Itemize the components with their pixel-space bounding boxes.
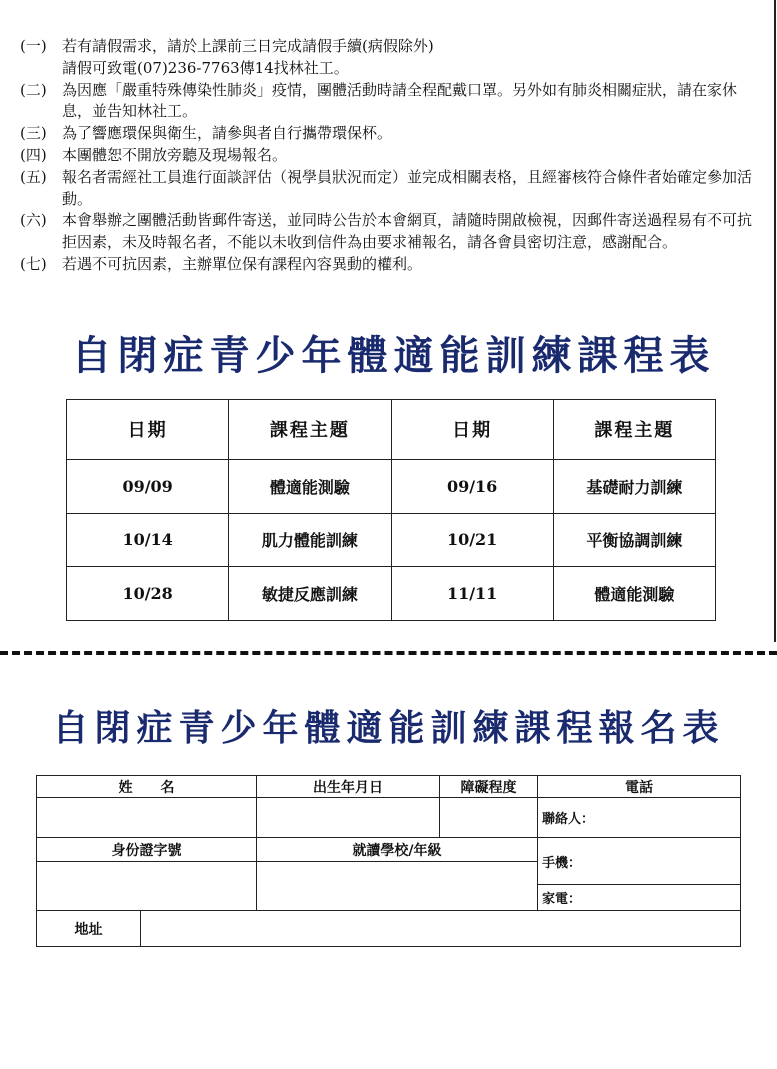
- header-date: 日期: [391, 400, 553, 460]
- table-row: [67, 567, 716, 621]
- header-topic: 課程主題: [229, 400, 391, 460]
- disability-field[interactable]: [440, 798, 538, 838]
- topic-cell: 基礎耐力訓練: [553, 459, 715, 513]
- table-row: [67, 459, 716, 513]
- form-title: 自閉症青少年體適能訓練課程報名表: [52, 707, 725, 749]
- disability-label: 障礙程度: [440, 776, 538, 798]
- address-label: 地址: [37, 911, 141, 947]
- note-item: [20, 36, 760, 80]
- school-label: 就讀學校/年級: [257, 838, 538, 862]
- birth-label: 出生年月日: [257, 776, 440, 798]
- note-number: (六): [20, 211, 47, 230]
- table-row: [67, 513, 716, 567]
- birth-field[interactable]: [257, 798, 440, 838]
- note-text: 若遇不可抗因素，主辦單位保有課程內容異動的權利。: [62, 254, 423, 273]
- schedule-title: 自閉症青少年體適能訓練課程表: [71, 332, 716, 379]
- address-row: [37, 911, 741, 947]
- note-text: 為了響應環保與衛生，請參與者自行攜帶環保杯。: [62, 124, 393, 143]
- form-input-row: [37, 798, 741, 838]
- topic-cell: 平衡協調訓練: [553, 513, 715, 567]
- topic-cell: 敏捷反應訓練: [229, 567, 391, 621]
- mobile-field[interactable]: 手機：: [538, 838, 741, 885]
- id-field[interactable]: [37, 862, 257, 911]
- note-text: 報名者需經社工員進行面談評估（視學員狀況而定）並完成相關表格，且經審核符合條件者始確定參加活動。: [62, 167, 753, 208]
- note-text: 若有請假需求，請於上課前三日完成請假手續(病假除外) 請假可致電(07)236-7763傳14找林社工。: [62, 37, 434, 77]
- date-cell: 09/16: [391, 459, 553, 513]
- cut-line: [0, 651, 777, 655]
- schedule-table: [66, 399, 716, 621]
- table-header-row: [67, 400, 716, 460]
- date-cell: 11/11: [391, 567, 553, 621]
- note-item: [20, 80, 760, 124]
- registration-form: [36, 775, 741, 947]
- id-label: 身份證字號: [37, 838, 257, 862]
- note-item: [20, 123, 760, 145]
- note-item: [20, 145, 760, 167]
- date-cell: 09/09: [67, 459, 229, 513]
- note-number: (七): [20, 254, 47, 273]
- header-topic: 課程主題: [553, 400, 715, 460]
- note-text: 本會舉辦之團體活動皆郵件寄送，並同時公告於本會網頁，請隨時開啟檢視，因郵件寄送過程易有不可抗拒因素，未及時報名者，不能以未收到信件為由要求補報名，請各會員密切注意，感謝配合。: [62, 211, 753, 252]
- note-item: [20, 254, 760, 276]
- page-border: [774, 0, 776, 642]
- note-item: [20, 167, 760, 211]
- contact-field[interactable]: 聯絡人：: [538, 798, 741, 838]
- note-number: (一): [20, 37, 47, 55]
- date-cell: 10/14: [67, 513, 229, 567]
- name-field[interactable]: [37, 798, 257, 838]
- note-number: (二): [20, 80, 47, 99]
- note-text: 本團體恕不開放旁聽及現場報名。: [62, 145, 288, 164]
- topic-cell: 體適能測驗: [553, 567, 715, 621]
- school-field[interactable]: [257, 862, 538, 911]
- notes-list: [20, 36, 760, 276]
- home-phone-field[interactable]: 家電：: [538, 885, 741, 911]
- date-cell: 10/21: [391, 513, 553, 567]
- date-cell: 10/28: [67, 567, 229, 621]
- phone-label: 電話: [538, 776, 741, 798]
- note-text: 為因應「嚴重特殊傳染性肺炎」疫情，團體活動時請全程配戴口罩。另外如有肺炎相關症狀，請在家休息，並告知林社工。: [62, 80, 738, 121]
- note-number: (三): [20, 124, 47, 143]
- note-item: [20, 210, 760, 254]
- note-number: (五): [20, 167, 47, 186]
- form-header-row: [37, 776, 741, 798]
- name-label: 姓 名: [37, 776, 257, 798]
- topic-cell: 體適能測驗: [229, 459, 391, 513]
- form-header-row: [37, 838, 741, 862]
- note-number: (四): [20, 145, 47, 164]
- header-date: 日期: [67, 400, 229, 460]
- address-field[interactable]: [141, 911, 741, 947]
- topic-cell: 肌力體能訓練: [229, 513, 391, 567]
